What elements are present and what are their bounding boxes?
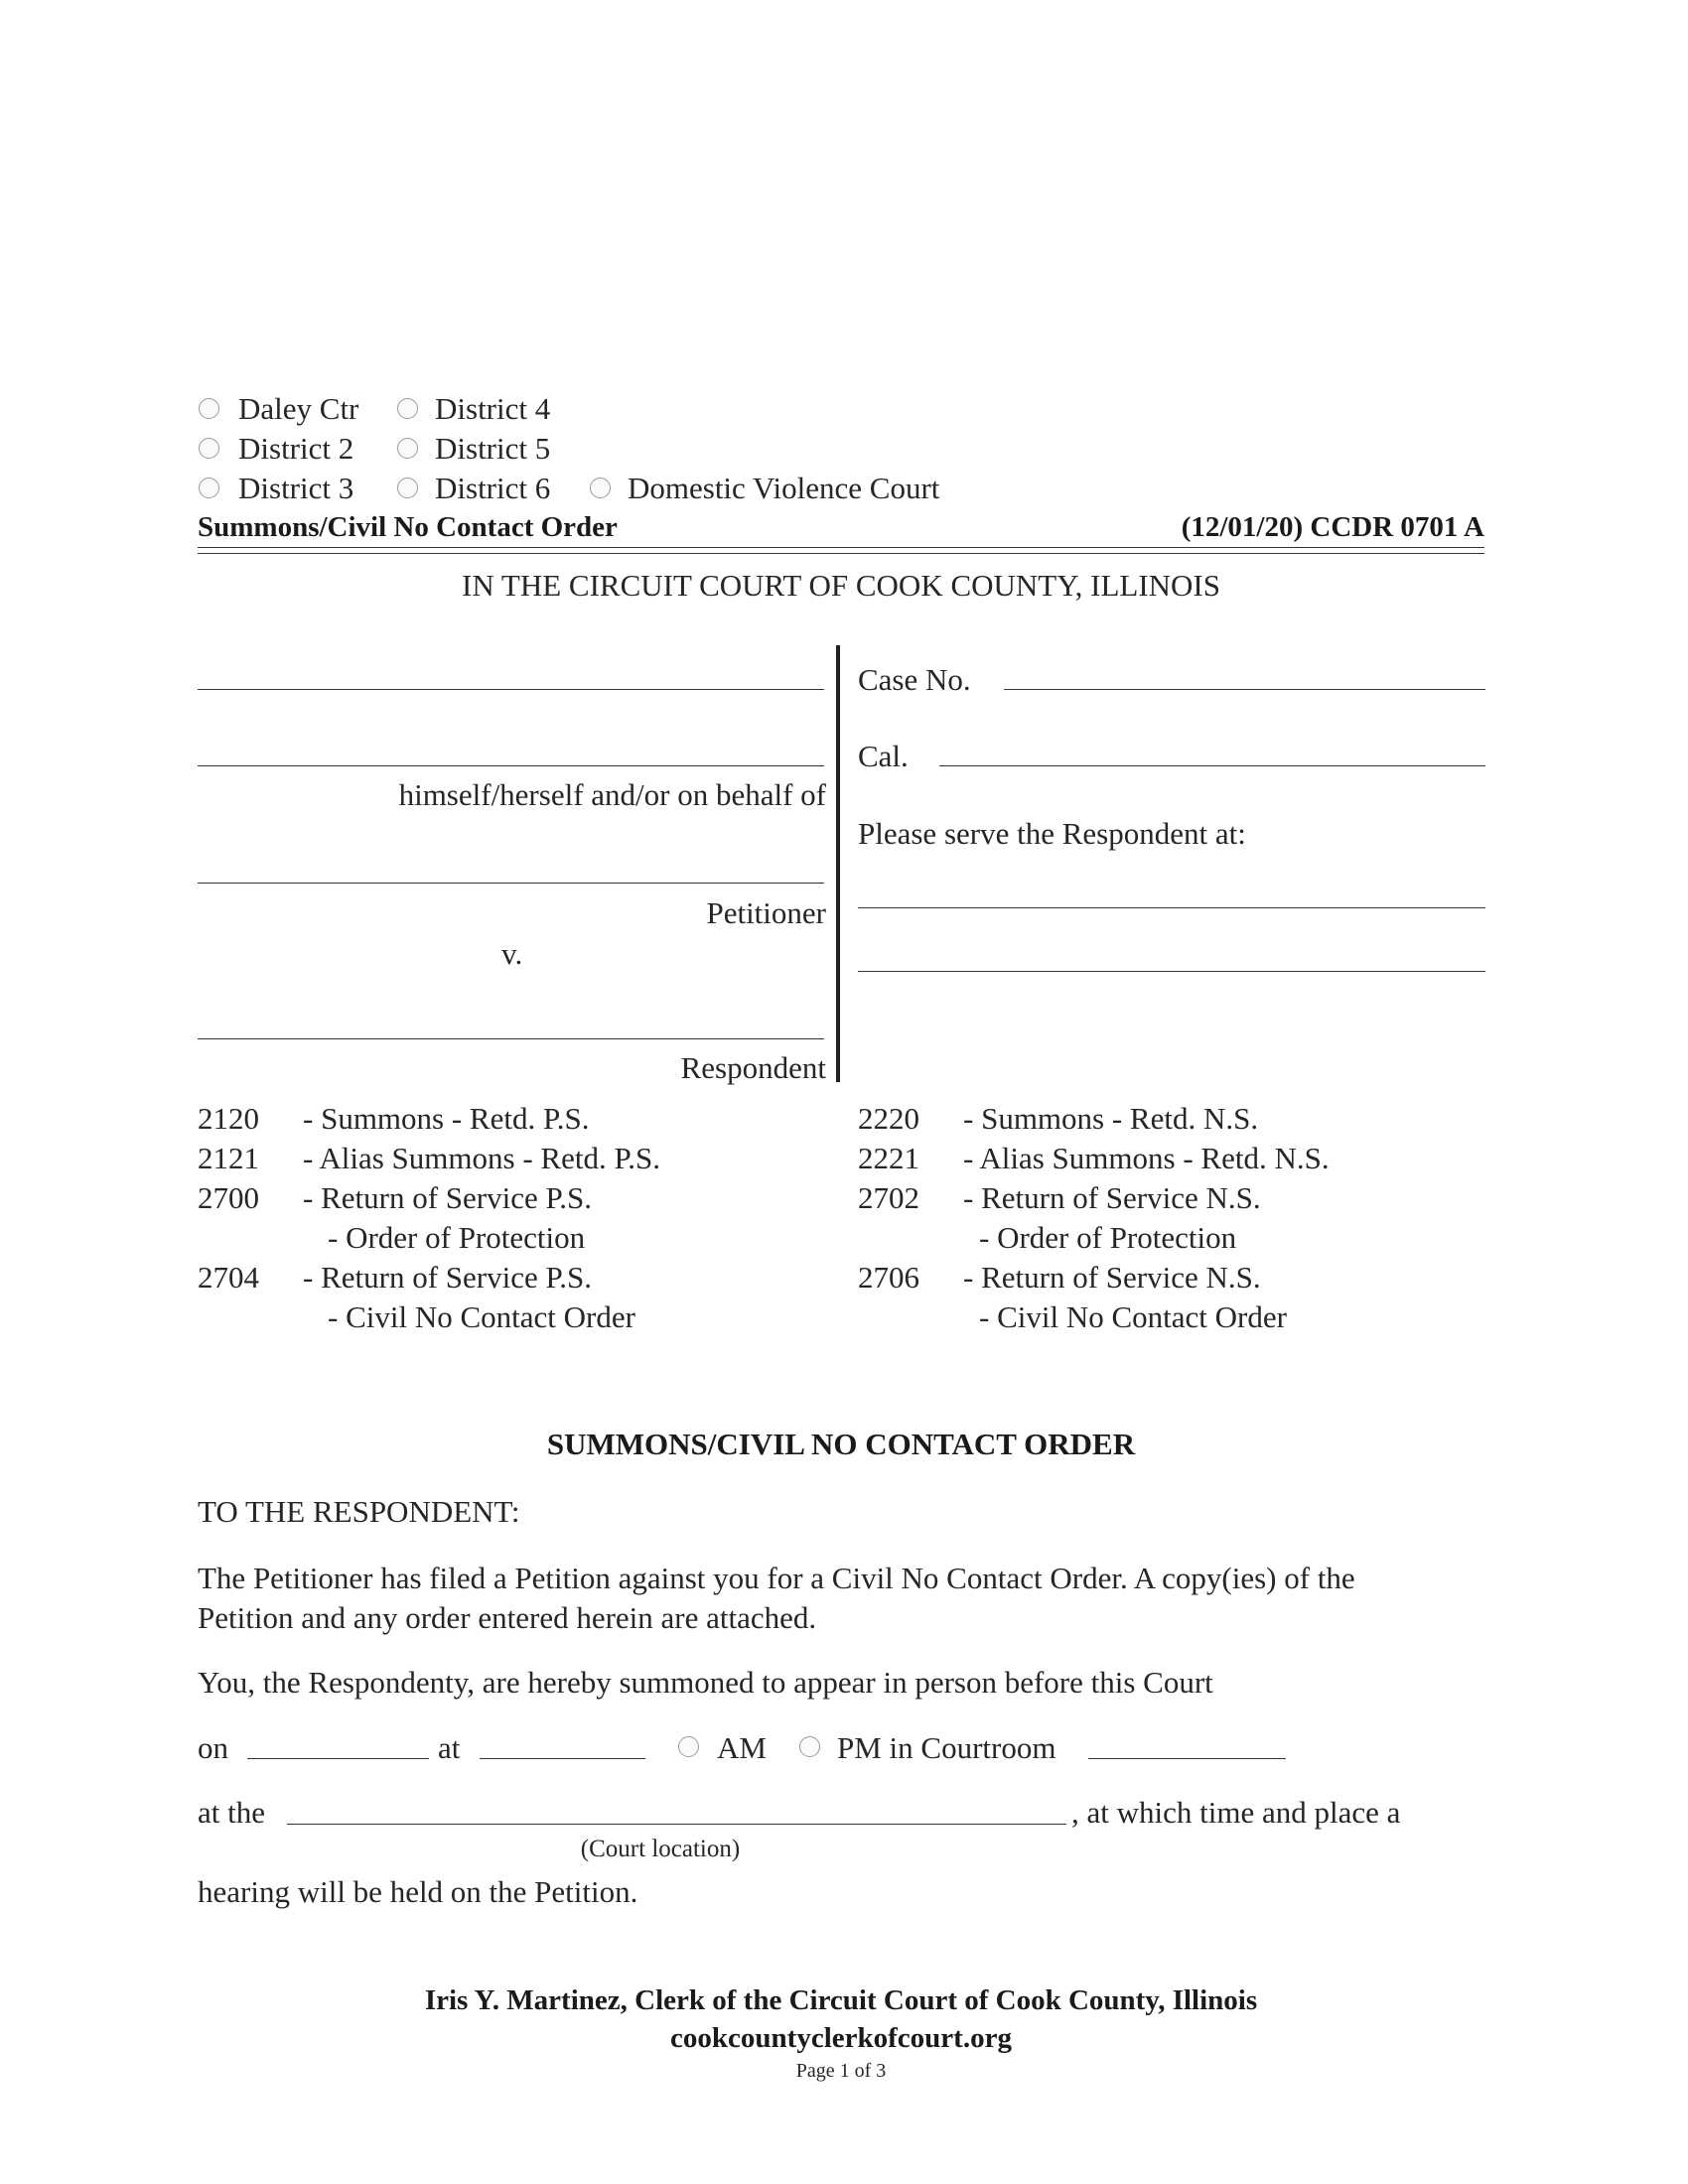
behalf-line[interactable] [198,883,824,884]
code-number: 2121 [198,1141,259,1175]
paragraph-1-line-2: Petition and any order entered herein are attached. [198,1600,817,1635]
code-text: - Return of Service P.S. [303,1180,593,1215]
code-number: 2704 [198,1260,259,1295]
code-subrow [979,1220,1236,1256]
district-6-radio[interactable] [397,478,418,498]
code-text: - Order of Protection [328,1220,586,1255]
code-text: - Return of Service P.S. [303,1260,593,1295]
code-text: - Alias Summons - Retd. N.S. [963,1141,1330,1175]
code-number: 2706 [858,1260,919,1295]
date-field[interactable] [247,1758,429,1759]
versus-label: v. [501,936,523,971]
code-text: - Return of Service N.S. [963,1260,1261,1295]
code-text: - Civil No Contact Order [979,1299,1287,1334]
code-number: 2120 [198,1101,259,1136]
code-number: 2700 [198,1180,259,1215]
district-2-label: District 2 [238,431,354,466]
code-text: - Alias Summons - Retd. P.S. [303,1141,660,1175]
respondent-label: Respondent [680,1050,826,1085]
serve-label: Please serve the Respondent at: [858,816,1246,851]
code-row [858,1260,1261,1296]
title-rule-top [198,547,1484,548]
code-row [198,1101,590,1137]
code-text: - Summons - Retd. N.S. [963,1101,1259,1136]
domestic-violence-radio[interactable] [590,478,611,498]
district-3-label: District 3 [238,471,354,505]
code-text: - Return of Service N.S. [963,1180,1261,1215]
district-5-label: District 5 [435,431,551,466]
code-row [858,1101,1258,1137]
paragraph-2: You, the Respondenty, are hereby summoned to appear in person before this Court [198,1665,1213,1700]
cal-label: Cal. [858,739,909,773]
code-text: - Summons - Retd. P.S. [303,1101,590,1136]
district-5-radio[interactable] [397,438,418,459]
district-6-label: District 6 [435,471,551,505]
code-text: - Order of Protection [979,1220,1237,1255]
daley-label: Daley Ctr [238,391,359,426]
cal-field[interactable] [939,765,1485,766]
party-line-1[interactable] [198,689,824,690]
at-label: at [438,1730,461,1765]
courtroom-field[interactable] [1088,1758,1286,1759]
behalf-label: himself/herself and/or on behalf of [398,777,826,812]
code-subrow [328,1220,585,1256]
pm-radio[interactable] [799,1736,820,1757]
code-text: - Civil No Contact Order [328,1299,635,1334]
am-label: AM [717,1730,767,1765]
code-row [858,1180,1261,1216]
case-no-field[interactable] [1004,689,1485,690]
case-no-label: Case No. [858,662,971,697]
hearing-text: hearing will be held on the Petition. [198,1874,638,1909]
respondent-line[interactable] [198,1038,824,1039]
code-row [198,1180,592,1216]
on-label: on [198,1730,228,1765]
am-radio[interactable] [678,1736,699,1757]
clerk-name: Iris Y. Martinez, Clerk of the Circuit Court of Cook County, Illinois [424,1984,1258,2016]
petitioner-label: Petitioner [706,895,826,930]
court-name: IN THE CIRCUIT COURT OF COOK COUNTY, ILLINOIS [462,568,1220,603]
district-4-label: District 4 [435,391,551,426]
code-row [858,1141,1330,1176]
section-title: SUMMONS/CIVIL NO CONTACT ORDER [546,1427,1136,1461]
daley-radio[interactable] [199,398,219,419]
code-number: 2702 [858,1180,919,1215]
pm-label: PM in Courtroom [837,1730,1056,1765]
district-4-radio[interactable] [397,398,418,419]
district-3-radio[interactable] [199,478,219,498]
court-location-caption: (Court location) [580,1836,741,1862]
code-number: 2221 [858,1141,919,1175]
title-rule-bottom [198,553,1484,554]
code-row [198,1141,660,1176]
form-code: (12/01/20) CCDR 0701 A [1181,511,1484,543]
code-number: 2220 [858,1101,919,1136]
serve-address-line-2[interactable] [858,971,1485,972]
code-subrow [979,1299,1287,1335]
serve-address-line-1[interactable] [858,907,1485,908]
party-line-2[interactable] [198,765,824,766]
code-subrow [328,1299,635,1335]
code-row [198,1260,592,1296]
clerk-website[interactable]: cookcountyclerkofcourt.org [670,2022,1012,2054]
caption-divider [836,645,840,1082]
court-location-field[interactable] [287,1824,1066,1825]
time-field[interactable] [480,1758,645,1759]
district-2-radio[interactable] [199,438,219,459]
page-number: Page 1 of 3 [795,2060,887,2082]
to-respondent: TO THE RESPONDENT: [198,1494,520,1529]
which-time-label: , at which time and place a [1071,1795,1401,1830]
at-the-label: at the [198,1795,265,1830]
domestic-violence-label: Domestic Violence Court [628,471,940,505]
form-title: Summons/Civil No Contact Order [198,511,618,543]
paragraph-1-line-1: The Petitioner has filed a Petition against you for a Civil No Contact Order. A copy(ies) of the [198,1561,1355,1595]
